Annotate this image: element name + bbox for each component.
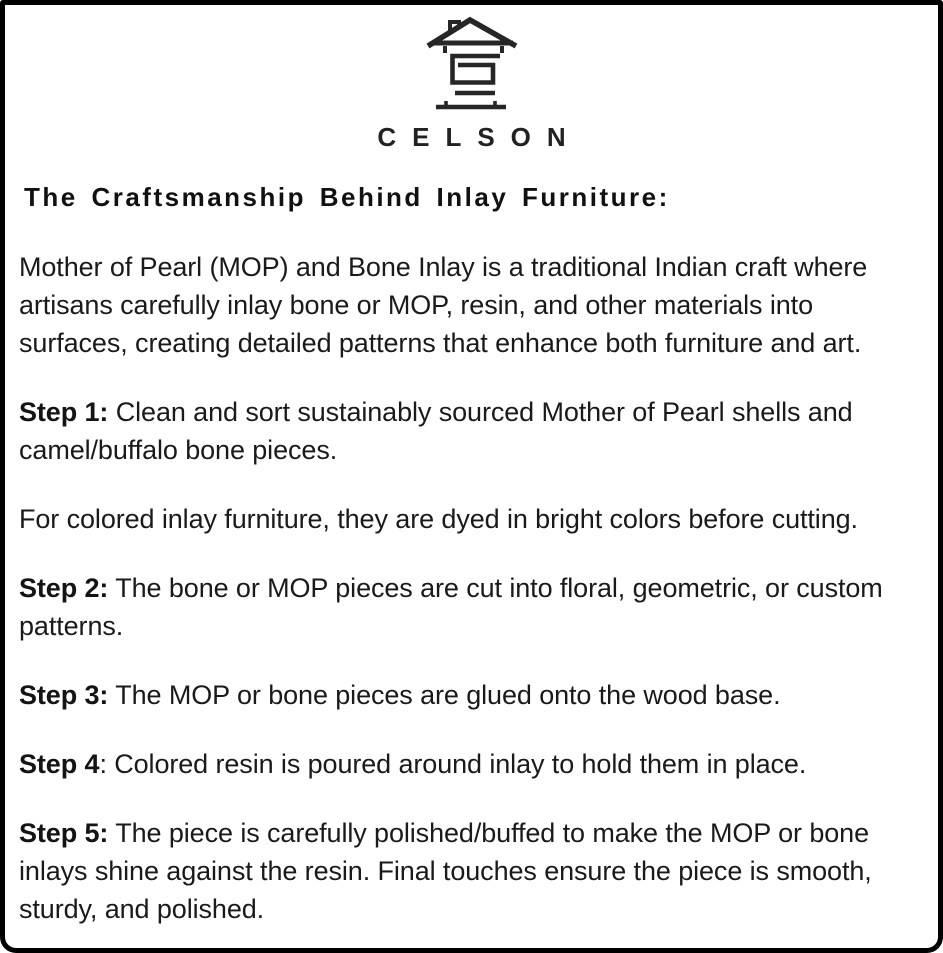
paragraph-text: For colored inlay furniture, they are dyed in bright colors before cutting. xyxy=(19,504,858,534)
paragraph-text: The MOP or bone pieces are glued onto the wood base. xyxy=(108,680,781,710)
step-label: Step 4 xyxy=(19,749,100,779)
paragraph xyxy=(19,500,924,538)
paragraph xyxy=(19,676,924,714)
step-label: Step 1: xyxy=(19,397,109,427)
paragraph-text: Mother of Pearl (MOP) and Bone Inlay is a traditional Indian craft where artisans carefully inlay bone or MOP, resin, and other materials into surfaces, creating detailed patterns that enhance both furniture and art. xyxy=(19,252,868,358)
s-monogram xyxy=(452,56,500,83)
paragraph xyxy=(19,814,924,928)
step-label: Step 2: xyxy=(19,573,109,603)
brand-name: CELSON xyxy=(377,122,582,152)
paragraph xyxy=(19,393,924,469)
celson-house-logo-icon xyxy=(425,13,519,110)
page-title: The Craftsmanship Behind Inlay Furniture: xyxy=(24,182,670,212)
content-paragraphs xyxy=(19,248,924,928)
paragraph xyxy=(19,745,924,783)
paragraph-text: : Colored resin is poured around inlay to hold them in place. xyxy=(99,749,807,779)
step-label: Step 5: xyxy=(19,818,109,848)
paragraph-text: Clean and sort sustainably sourced Mother of Pearl shells and camel/buffalo bone pieces. xyxy=(19,397,853,465)
step-label: Step 3: xyxy=(19,680,109,710)
paragraph-text: The piece is carefully polished/buffed to make the MOP or bone inlays shine against the resin. Final touches ensure the piece is smooth, sturdy, and polished. xyxy=(19,818,872,924)
paragraph xyxy=(19,569,924,645)
paragraph xyxy=(19,248,924,362)
paragraph-text: The bone or MOP pieces are cut into floral, geometric, or custom patterns. xyxy=(19,573,883,641)
